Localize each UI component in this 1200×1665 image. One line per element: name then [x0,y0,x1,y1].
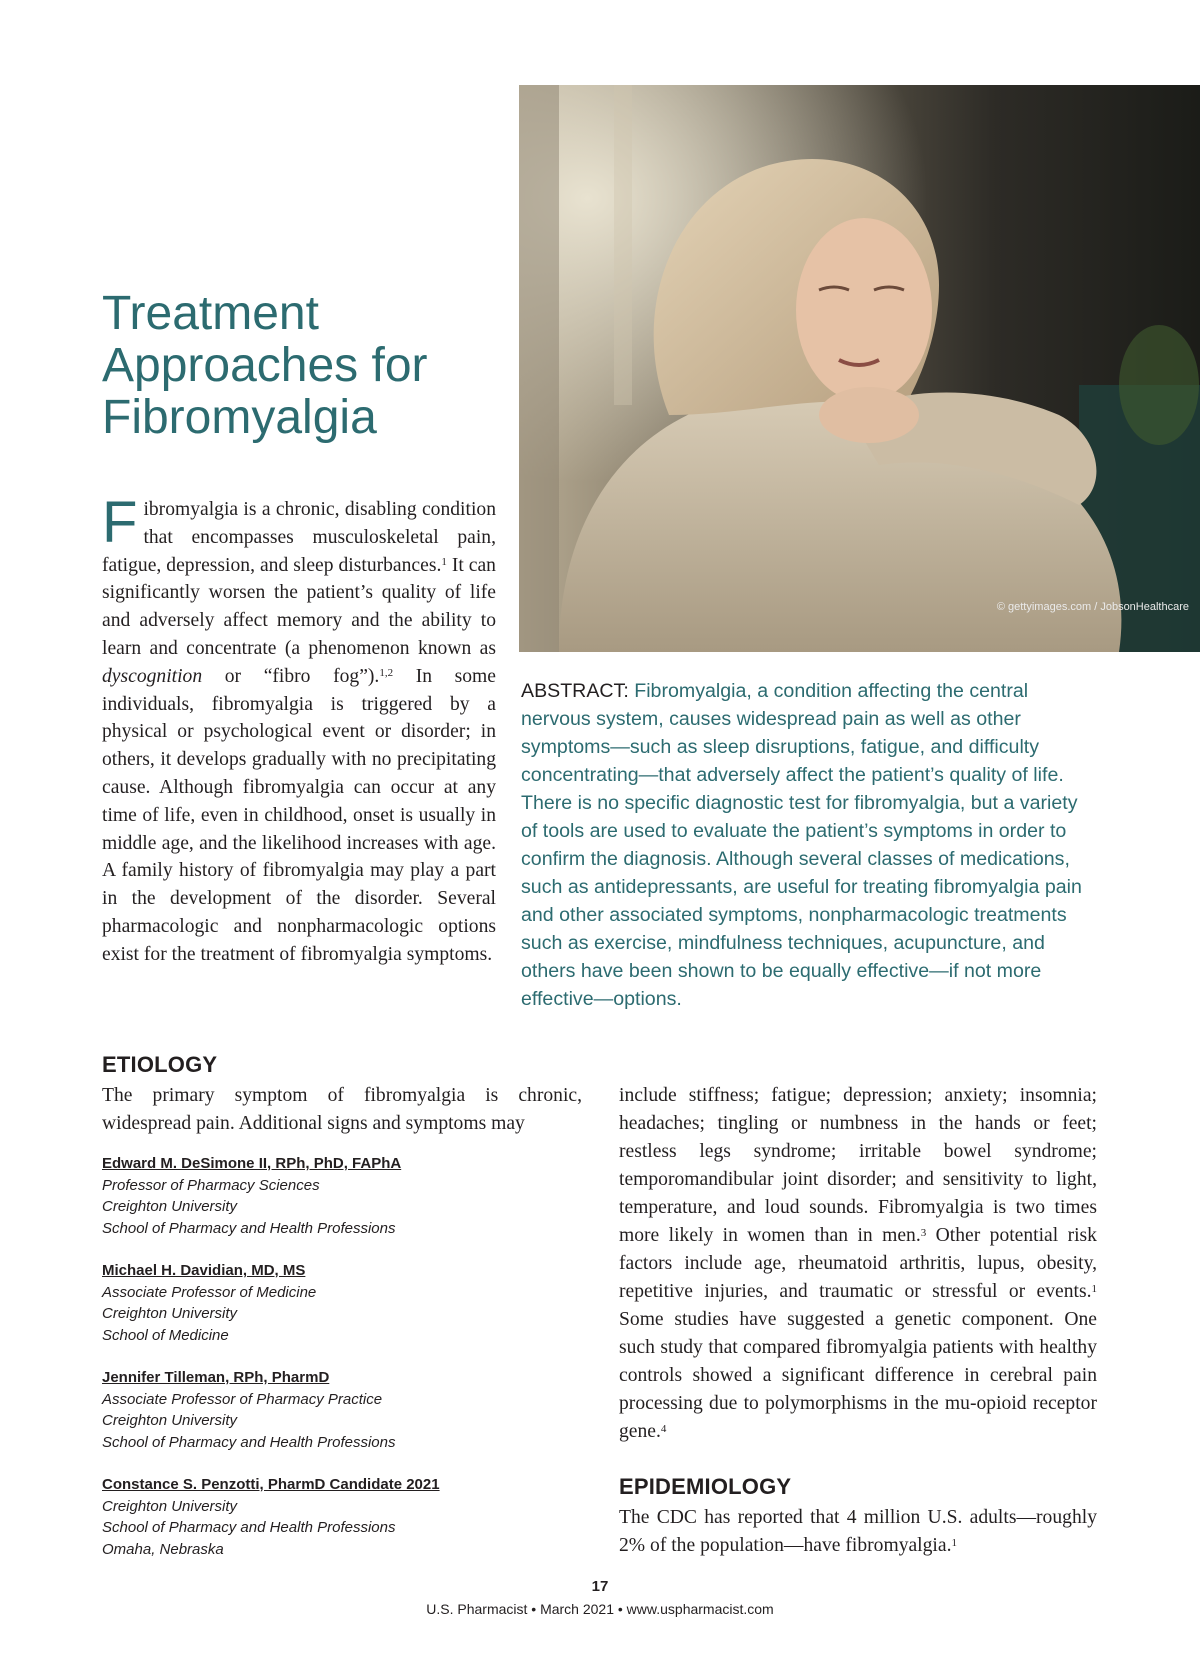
abstract [521,677,1096,1013]
etiology-text-c: Some studies have suggested a genetic component. One such study that compared fibromyalgia patients with healthy controls showed a significant difference in cerebral pain processing due to polymorphisms in the mu-opioid receptor gene. [619,1309,1097,1442]
author-affiliation: Associate Professor of Medicine [102,1283,317,1301]
article-photo [519,85,1200,652]
author-affiliation: School of Pharmacy and Health Professions [102,1433,396,1451]
intro-text-1: ibromyalgia is a chronic, disabling condition that encompasses musculoskeletal pain, fatigue, depression, and sleep disturbances. [102,499,496,576]
epidemiology-heading: EPIDEMIOLOGY [619,1474,792,1499]
epidemiology-body: The CDC has reported that 4 million U.S. adults—roughly 2% of the population—have fibromyalgia. [619,1507,1097,1556]
author-name: Edward M. DeSimone II, RPh, PhD, FAPhA [102,1155,402,1172]
author-block [102,1367,542,1453]
author-affiliation: School of Medicine [102,1326,229,1344]
article-title [102,288,502,444]
ref-superscript: 1 [1091,1282,1097,1295]
photo-credit: © gettyimages.com / JobsonHealthcare [996,601,1189,613]
title-line-2: Approaches for [102,339,428,392]
etiology-text-a: include stiffness; fatigue; depression; anxiety; insomnia; headaches; tingling or numbness in the hands or feet; restless legs syndrome; irritable bowel syndrome; temporomandibular joint disorder; and sensitivity to light, temperature, and loud sounds. Fibromyalgia is two times more likely in women than in men. [619,1085,1097,1246]
intro-text-2: It can significantly worsen the patient’s quality of life and adversely affect memory and the ability to learn and concentrate (a phenomenon known as [102,554,496,659]
author-list [102,1153,542,1581]
author-affiliation: Associate Professor of Pharmacy Practice [102,1390,383,1408]
ref-superscript: 3 [920,1226,927,1239]
intro-term: dyscognition [102,665,203,687]
epidemiology-text [619,1504,1097,1560]
footer-text: U.S. Pharmacist • March 2021 • www.uspharmacist.com [426,1601,774,1617]
ref-superscript: 1,2 [379,667,394,680]
author-affiliation: Creighton University [102,1305,238,1322]
author-name: Jennifer Tilleman, RPh, PharmD [102,1369,330,1386]
page-number: 17 [591,1578,609,1595]
woman-neck-pain-photo [519,85,1200,652]
author-name: Michael H. Davidian, MD, MS [102,1262,306,1279]
intro-text-3: or “fibro fog”). [202,665,380,687]
intro-text-4: In some individuals, fibromyalgia is triggered by a physical or psychological event or disorder; in others, it develops gradually with no precipitating cause. Although fibromyalgia can occur at any time of life, even in childhood, onset is usually in middle age, and the likelihood increases with age. A family history of fibromyalgia may play a part in the development of the disorder. Several pharmacologic and nonpharmacologic options exist for the treatment of fibromyalgia symptoms. [102,665,496,965]
abstract-text: Fibromyalgia, a condition affecting the central nervous system, causes widespread pain as well as other symptoms—such as sleep disruptions, fatigue, and difficulty concentrating—that adversely affect the patient’s quality of life. There is no specific diagnostic test for fibromyalgia, but a variety of tools are used to evaluate the patient’s symptoms in order to confirm the diagnosis. Although several classes of medications, such as antidepressants, are useful for treating fibromyalgia pain and other associated symptoms, nonpharmacologic treatments such as exercise, mindfulness techniques, acupuncture, and others have been shown to be equally effective—if not more effective—options. [521,680,1082,1010]
drop-cap: F [102,490,138,555]
author-affiliation: Omaha, Nebraska [102,1540,224,1558]
etiology-text-right [619,1082,1097,1446]
author-affiliation: School of Pharmacy and Health Professions [102,1219,396,1237]
etiology-text-b: Other potential risk factors include age, rheumatoid arthritis, lupus, obesity, repetitive injuries, and traumatic or stressful or events. [619,1225,1097,1302]
author-affiliation: Creighton University [102,1412,238,1429]
author-affiliation: Professor of Pharmacy Sciences [102,1176,320,1194]
ref-superscript: 1 [951,1536,957,1549]
etiology-heading: ETIOLOGY [102,1052,218,1077]
ref-superscript: 1 [441,556,447,569]
author-block [102,1474,542,1560]
author-affiliation: School of Pharmacy and Health Professions [102,1519,396,1536]
author-block [102,1153,542,1239]
author-affiliation: Creighton University [102,1497,238,1515]
author-name: Constance S. Penzotti, PharmD Candidate 2021 [102,1476,440,1493]
author-affiliation: Creighton University [102,1198,238,1215]
author-block [102,1260,542,1346]
intro-paragraph [102,490,496,969]
abstract-label: ABSTRACT: [521,680,629,702]
ref-superscript: 4 [660,1422,667,1435]
etiology-text-left: The primary symptom of fibromyalgia is chronic, widespread pain. Additional signs and symptoms may [102,1085,582,1134]
title-line-1: Treatment [102,287,319,340]
title-line-3: Fibromyalgia [102,391,377,444]
